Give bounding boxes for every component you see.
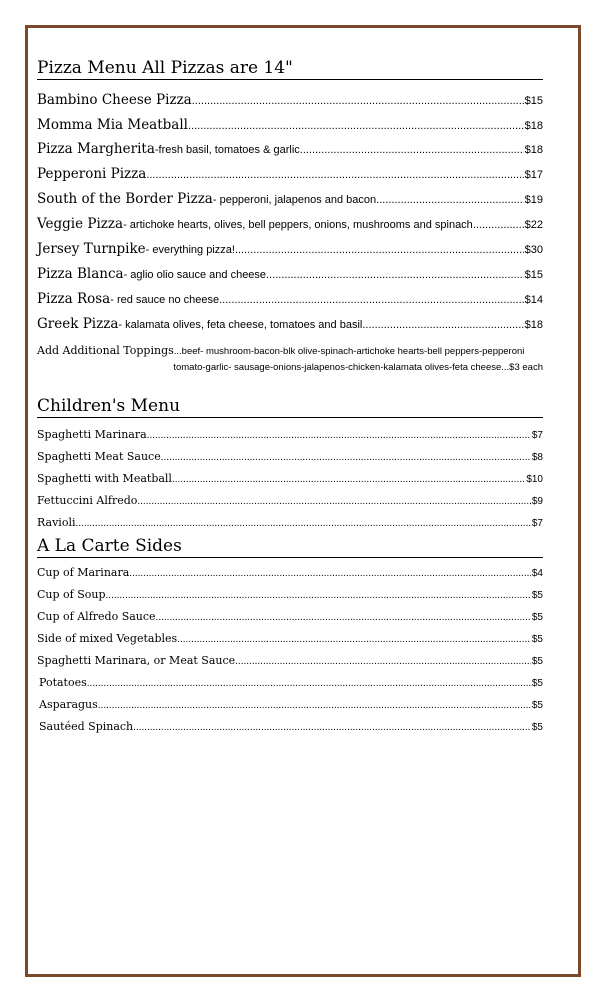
item-name: South of the Border Pizza	[37, 191, 213, 207]
menu-item	[37, 698, 543, 711]
item-description: - aglio olio sauce and cheese	[123, 269, 267, 281]
dot-leader	[129, 568, 531, 579]
menu-item	[37, 720, 543, 733]
pizza-menu-heading: Pizza Menu All Pizzas are 14"	[37, 58, 543, 80]
dot-leader	[137, 496, 531, 507]
item-price: $5	[531, 678, 543, 689]
item-price: $15	[524, 269, 543, 281]
item-price: $18	[524, 120, 543, 132]
item-name: Jersey Turnpike	[37, 241, 146, 257]
menu-item	[37, 241, 543, 257]
item-description: - kalamata olives, feta cheese, tomatoes and basil	[118, 319, 363, 331]
item-price: $14	[524, 294, 543, 306]
item-price: $15	[524, 95, 543, 107]
item-name: Spaghetti Marinara	[37, 428, 147, 441]
menu-item	[37, 472, 543, 485]
menu-item	[37, 141, 543, 157]
item-name: Asparagus	[39, 698, 98, 711]
item-name: Spaghetti Meat Sauce	[37, 450, 161, 463]
dot-leader	[146, 169, 523, 181]
toppings-line	[37, 341, 543, 359]
menu-item	[37, 494, 543, 507]
dot-leader	[177, 634, 531, 645]
item-name: Side of mixed Vegetables	[37, 632, 178, 645]
item-name: Greek Pizza	[37, 316, 119, 332]
menu-item	[37, 676, 543, 689]
dot-leader	[147, 430, 531, 441]
dot-leader	[235, 244, 524, 256]
item-price: $7	[531, 430, 543, 441]
menu-item	[37, 266, 543, 282]
menu-item	[37, 216, 543, 232]
menu-item	[37, 450, 543, 463]
dot-leader	[87, 678, 531, 689]
menu-item	[37, 291, 543, 307]
item-name: Cup of Marinara	[37, 566, 130, 579]
menu-item	[37, 566, 543, 579]
menu-item	[37, 316, 543, 332]
item-name: Momma Mia Meatball	[37, 117, 188, 133]
toppings-label: Add Additional Toppings	[37, 344, 174, 357]
item-price: $17	[524, 169, 543, 181]
dot-leader	[106, 590, 531, 601]
item-price: $7	[531, 518, 543, 529]
item-price: $9	[531, 496, 543, 507]
item-name: Potatoes	[39, 676, 87, 689]
item-price: $10	[526, 474, 543, 485]
dot-leader	[473, 219, 524, 231]
item-name: Veggie Pizza	[37, 216, 124, 232]
childrens-menu-heading: Children's Menu	[37, 396, 543, 418]
item-price: $19	[524, 194, 543, 206]
dot-leader	[98, 700, 531, 711]
item-name: Pizza Rosa	[37, 291, 111, 307]
item-name: Bambino Cheese Pizza	[37, 92, 192, 108]
item-description: - pepperoni, jalapenos and bacon	[212, 194, 377, 206]
menu-item	[37, 191, 543, 207]
dot-leader	[362, 319, 523, 331]
item-name: Spaghetti Marinara, or Meat Sauce	[37, 654, 236, 667]
item-name: Ravioli	[37, 516, 76, 529]
item-price: $5	[531, 656, 543, 667]
item-name: Pizza Margherita	[37, 141, 155, 157]
menu-item	[37, 92, 543, 108]
toppings-list-continued: tomato-garlic- sausage-onions-jalapenos-chicken-kalamata olives-feta cheese...$3 each	[173, 362, 543, 373]
item-description: - red sauce no cheese	[110, 294, 220, 306]
item-price: $5	[531, 634, 543, 645]
dot-leader	[172, 474, 525, 485]
item-description: -fresh basil, tomatoes & garlic	[154, 144, 300, 156]
item-price: $5	[531, 700, 543, 711]
menu-item	[37, 610, 543, 623]
dot-leader	[156, 612, 531, 623]
dot-leader	[133, 722, 531, 733]
item-name: Spaghetti with Meatball	[37, 472, 172, 485]
dot-leader	[219, 294, 524, 306]
menu-item	[37, 632, 543, 645]
item-name: Pepperoni Pizza	[37, 166, 147, 182]
item-price: $8	[531, 452, 543, 463]
dot-leader	[300, 144, 524, 156]
item-price: $5	[531, 612, 543, 623]
dot-leader	[192, 95, 524, 107]
item-description: - everything pizza!	[145, 244, 235, 256]
dot-leader	[235, 656, 531, 667]
item-name: Pizza Blanca	[37, 266, 124, 282]
dot-leader	[188, 120, 524, 132]
dot-leader	[75, 518, 530, 529]
item-price: $4	[531, 568, 543, 579]
toppings-list: ...beef- mushroom-bacon-blk olive-spinach-artichoke hearts-bell peppers-pepperoni	[173, 346, 525, 357]
item-price: $18	[524, 319, 543, 331]
dot-leader	[266, 269, 524, 281]
menu-item	[37, 654, 543, 667]
item-price: $30	[524, 244, 543, 256]
item-price: $5	[531, 590, 543, 601]
a-la-carte-sides-heading: A La Carte Sides	[37, 536, 543, 558]
item-name: Cup of Soup	[37, 588, 106, 601]
item-description: - artichoke hearts, olives, bell peppers, onions, mushrooms and spinach	[123, 219, 473, 231]
dot-leader	[376, 194, 523, 206]
item-name: Cup of Alfredo Sauce	[37, 610, 156, 623]
item-price: $18	[524, 144, 543, 156]
item-name: Sautéed Spinach	[39, 720, 134, 733]
item-price: $5	[531, 722, 543, 733]
menu-item	[37, 516, 543, 529]
item-price: $22	[524, 219, 543, 231]
menu-item	[37, 166, 543, 182]
menu-item	[37, 117, 543, 133]
menu-item	[37, 588, 543, 601]
menu-item	[37, 428, 543, 441]
item-name: Fettuccini Alfredo	[37, 494, 138, 507]
dot-leader	[161, 452, 531, 463]
